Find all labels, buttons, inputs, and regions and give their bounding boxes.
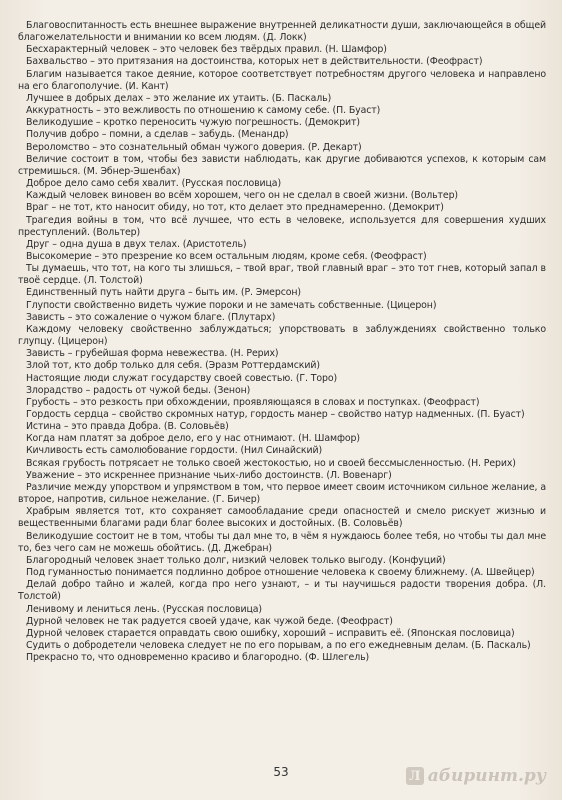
- quote-item: Глупости свойственно видеть чужие пороки и не замечать собственные. (Цицерон): [26, 299, 437, 311]
- quote-item: Злой тот, кто добр только для себя. (Эразм Роттердамский): [26, 360, 320, 372]
- quote-item: Когда нам платят за доброе дело, его у нас отнимают. (Н. Шамфор): [26, 433, 360, 445]
- quote-item: Кичливость есть самолюбование гордости. (Нил Синайский): [26, 445, 323, 457]
- quote-item: Всякая грубость потрясает не только своей жестокостью, но и своей бессмысленностью. (Н. Рерих): [26, 457, 516, 469]
- quote-item: Лучшее в добрых делах – это желание их утаить. (Б. Паскаль): [26, 92, 332, 104]
- quote-item: Дурной человек старается оправдать свою ошибку, хороший – исправить её. (Японская пословица): [26, 627, 515, 639]
- quote-item: Зависть – грубейшая форма невежества. (Н. Рерих): [26, 348, 279, 360]
- quote-item: Трагедия войны в том, что всё лучшее, что есть в человеке, используется для совершения худших преступлений. (Вольтер): [18, 214, 546, 238]
- quote-item: Благородный человек знает только долг, низкий человек только выгоду. (Конфуций): [26, 554, 446, 566]
- quote-item: Единственный путь найти друга – быть им. (Р. Эмерсон): [26, 287, 301, 299]
- quote-item: Истина – это правда Добра. (В. Соловьёв): [26, 421, 229, 433]
- quote-item: Гордость сердца – свойство скромных натур, гордость манер – свойство натур надменных. (П. Буаст): [26, 409, 525, 420]
- page-number: 53: [273, 765, 289, 779]
- quote-item: Ты думаешь, что тот, на кого ты злишься, – твой враг, твой главный враг – это тот гнев, который запал в твоё сердце. (Л. Толстой): [18, 263, 546, 287]
- quote-item: Каждый человек виновен во всём хорошем, чего он не сделал в своей жизни. (Вольтер): [26, 190, 458, 202]
- quote-item: Храбрым является тот, кто сохраняет самообладание среди опасностей и смело рискует жизнью и вещественными благами ради благ более высоких и достойных. (В. Соловьёв): [18, 506, 546, 530]
- quote-item: Аккуратность – это вежливость по отношению к самому себе. (П. Буаст): [26, 105, 381, 117]
- quote-item: Бесхарактерный человек – это человек без твёрдых правил. (Н. Шамфор): [26, 44, 387, 56]
- quote-item: Различие между упорством и упрямством в том, что первое имеет своим источником сильное желание, а второе, напротив, сильное нежелание. (Г. Бичер): [18, 481, 546, 506]
- quote-item: Зависть – это сожаление о чужом благе. (Плутарх): [26, 311, 276, 323]
- quote-item: Прекрасно то, что одновременно красиво и благородно. (Ф. Шлегель): [26, 652, 370, 664]
- watermark-text: абиринт.ру: [427, 766, 546, 786]
- quote-item: Благовоспитанность есть внешнее выражение внутренней деликатности души, заключающейся в общей благожелательности и внимании ко всем людям. (Д. Локк): [18, 20, 546, 44]
- quote-item: Грубость – это резкость при обхождении, проявляющаяся в словах и поступках. (Феофраст): [26, 396, 480, 408]
- quotes-list: [18, 20, 546, 664]
- quote-item: Каждому человеку свойственно заблуждаться; упорствовать в заблуждениях свойственно только глупцу. (Цицерон): [18, 323, 546, 348]
- quote-item: Уважение – это искреннее признание чьих-либо достоинств. (Л. Вовенарг): [26, 469, 392, 481]
- quote-item: Великодушие состоит не в том, чтобы ты дал мне то, в чём я нуждаюсь более тебя, но чтобы ты дал мне то, без чего сам не можешь обойтись. (Д. Джебран): [18, 530, 546, 554]
- quote-item: Дурной человек не так радуется своей удаче, как чужой беде. (Феофраст): [26, 615, 393, 627]
- watermark: [406, 766, 546, 786]
- quote-item: Получив добро – помни, а сделав – забудь. (Менандр): [26, 129, 289, 141]
- quote-item: Величие состоит в том, чтобы без зависти наблюдать, как другие добиваются успехов, к которым сам стремишься. (М. Эбнер-Эшенбах): [18, 153, 546, 177]
- quote-item: Враг – не тот, кто наносит обиду, но тот, кто делает это преднамеренно. (Демокрит): [26, 202, 444, 214]
- quote-item: Бахвальство – это притязания на достоинства, которых нет в действительности. (Феофраст): [26, 56, 483, 68]
- quote-item: Настоящие люди служат государству своей совестью. (Г. Торо): [26, 372, 338, 384]
- quote-item: Высокомерие – это презрение ко всем остальным людям, кроме себя. (Феофраст): [26, 250, 427, 262]
- labirint-logo-icon: Л: [406, 767, 424, 785]
- quote-item: Злорадство – радость от чужой беды. (Зенон): [26, 384, 251, 396]
- quote-item: Великодушие – кротко переносить чужую погрешность. (Демокрит): [26, 117, 360, 129]
- quote-item: Делай добро тайно и жалей, когда про него узнают, – и ты научишься радости творения добра. (Л. Толстой): [18, 579, 546, 603]
- quote-item: Судить о добродетели человека следует не по его порывам, а по его ежедневным делам. (Б. Паскаль): [26, 639, 531, 651]
- quote-item: Под гуманностью понимается подлинно доброе отношение человека к своему ближнему. (А. Швейцер): [26, 567, 535, 579]
- quote-item: Вероломство – это сознательный обман чужого доверия. (Р. Декарт): [26, 141, 362, 153]
- quote-item: Друг – одна душа в двух телах. (Аристотель): [26, 238, 247, 250]
- quote-item: Благим называется такое деяние, которое соответствует потребностям другого человека и направлено на его благополучие. (И. Кант): [18, 68, 546, 92]
- quote-item: Доброе дело само себя хвалит. (Русская пословица): [26, 178, 282, 190]
- quote-item: Ленивому и лениться лень. (Русская пословица): [26, 603, 262, 615]
